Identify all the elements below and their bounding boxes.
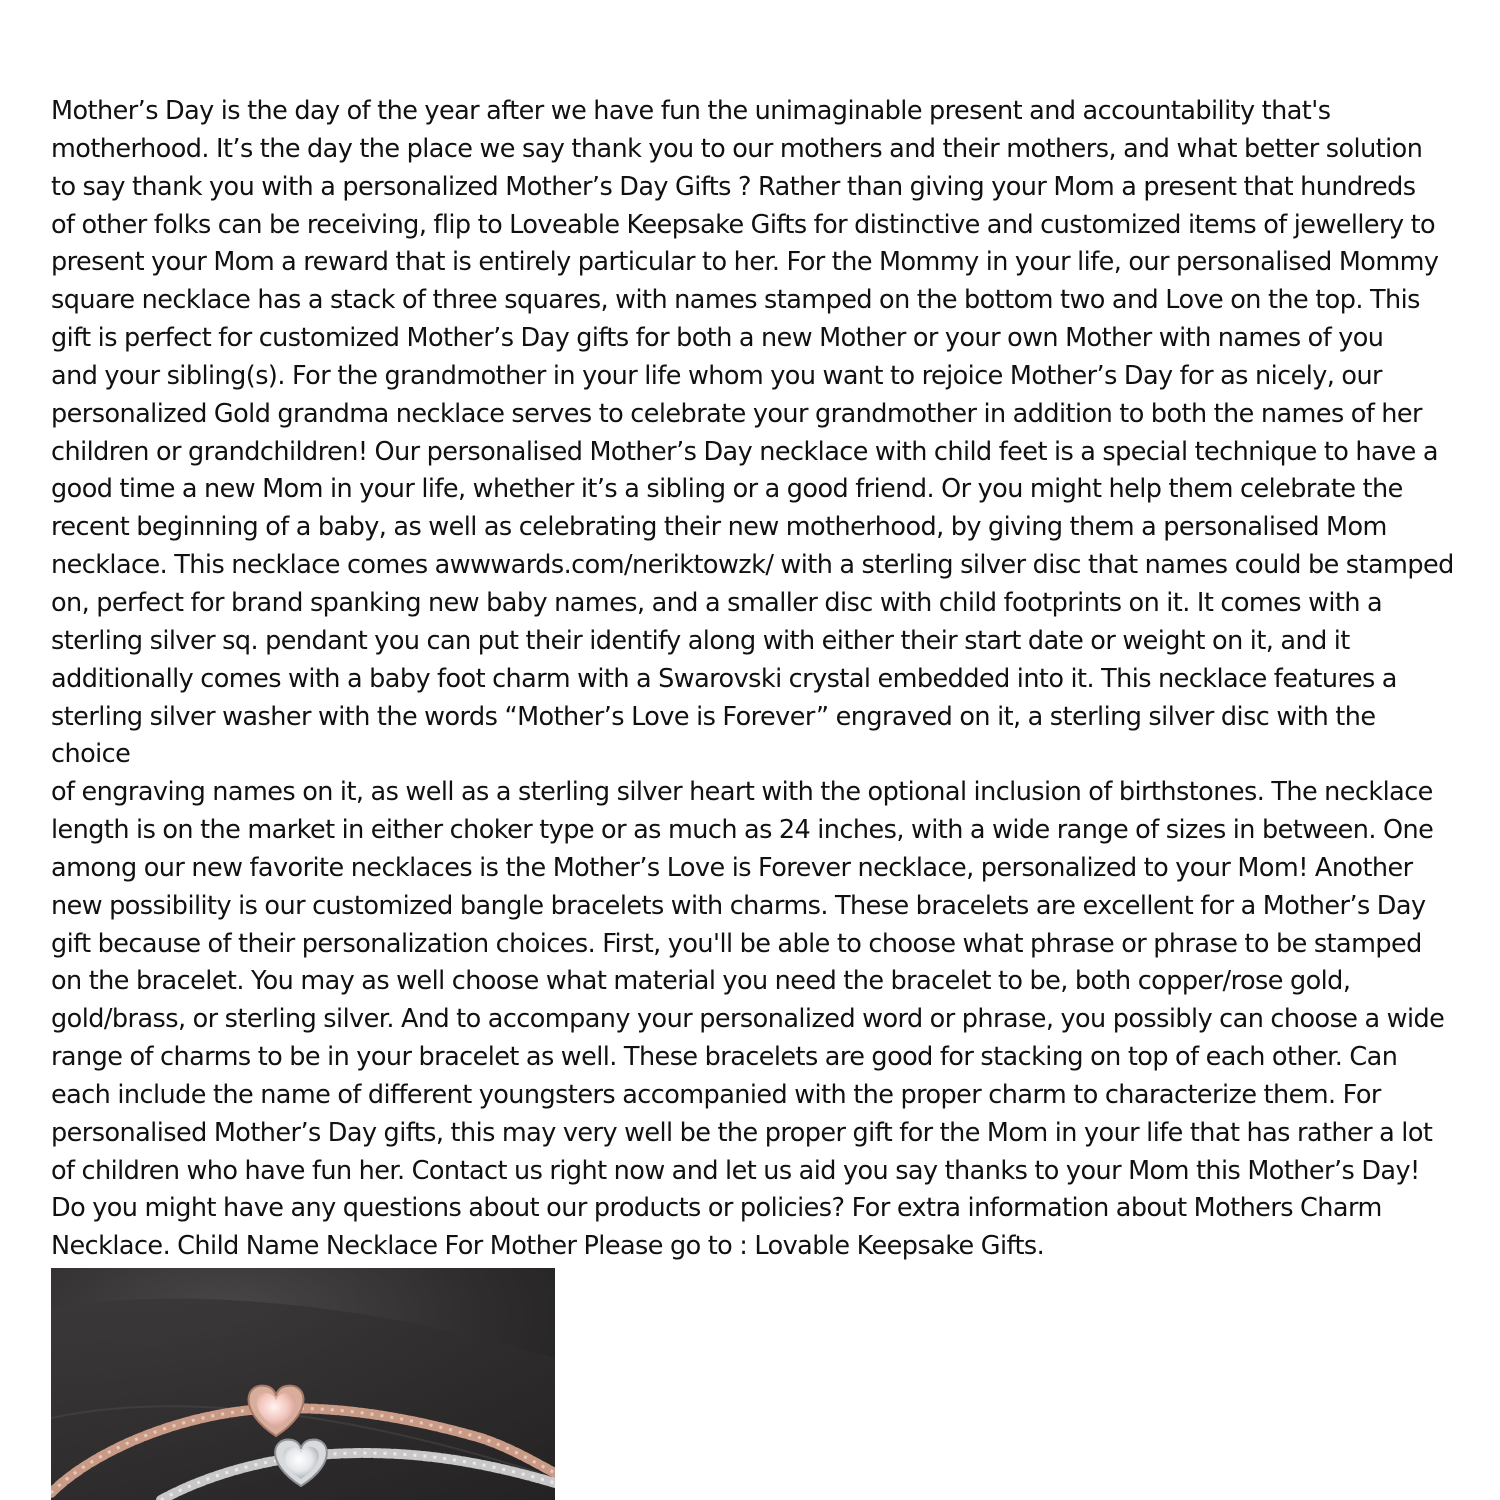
bracelet-illustration (51, 1268, 555, 1500)
article-body-text: Mother’s Day is the day of the year after we have fun the unimaginable present and accountability that's motherhood. It’s the day the place we say thank you to our mothers and their mothers, and what better solution to say thank you with a personalized Mother’s Day Gifts ? Rather than giving your Mom a present that hundreds of other folks can be receiving, flip to Loveable Keepsake Gifts for distinctive and customized items of jewellery to present your Mom a reward that is entirely particular to her. For the Mommy in your life, our personalised Mommy square necklace has a stack of three squares, with names stamped on the bottom two and Love on the top. This gift is perfect for customized Mother’s Day gifts for both a new Mother or your own Mother with names of you and your sibling(s). For the grandmother in your life whom you want to rejoice Mother’s Day for as nicely, our personalized Gold grandma necklace serves to celebrate your grandmother in addition to both the names of her children or grandchildren! Our personalised Mother’s Day necklace with child feet is a special technique to have a good time a new Mom in your life, whether it’s a sibling or a good friend. Or you might help them celebrate the recent beginning of a baby, as well as celebrating their new motherhood, by giving them a personalised Mom necklace. This necklace comes awwwards.com/neriktowzk/ with a sterling silver disc that names could be stamped on, perfect for brand spanking new baby names, and a smaller disc with child footprints on it. It comes with a sterling silver sq. pendant you can put their identify along with either their start date or weight on it, and it additionally comes with a baby foot charm with a Swarovski crystal embedded into it. This necklace features a sterling silver washer with the words “Mother’s Love is Forever” engraved on it, a sterling silver disc with the choice of engraving names on it, as well as a sterling silver heart with the optional inclusion of birthstones. The necklace length is on the market in either choker type or as much as 24 inches, with a wide range of sizes in between. One among our new favorite necklaces is the Mother’s Love is Forever necklace, personalized to your Mom! Another new possibility is our customized bangle bracelets with charms. These bracelets are excellent for a Mother’s Day gift because of their personalization choices. First, you'll be able to choose what phrase or phrase to be stamped on the bracelet. You may as well choose what material you need the bracelet to be, both copper/rose gold, gold/brass, or sterling silver. And to accompany your personalized word or phrase, you possibly can choose a wide range of charms to be in your bracelet as well. These bracelets are good for stacking on top of each other. Can each include the name of different youngsters accompanied with the proper charm to characterize them. For personalised Mother’s Day gifts, this may very well be the proper gift for the Mom in your life that has rather a lot of children who have fun her. Contact us right now and let us aid you say thanks to your Mom this Mother’s Day! Do you might have any questions about our products or policies? For extra information about Mothers Charm Necklace. Child Name Necklace For Mother Please go to : Lovable Keepsake Gifts. (51, 96, 1454, 1262)
heart-bracelets-photo (51, 1268, 555, 1500)
